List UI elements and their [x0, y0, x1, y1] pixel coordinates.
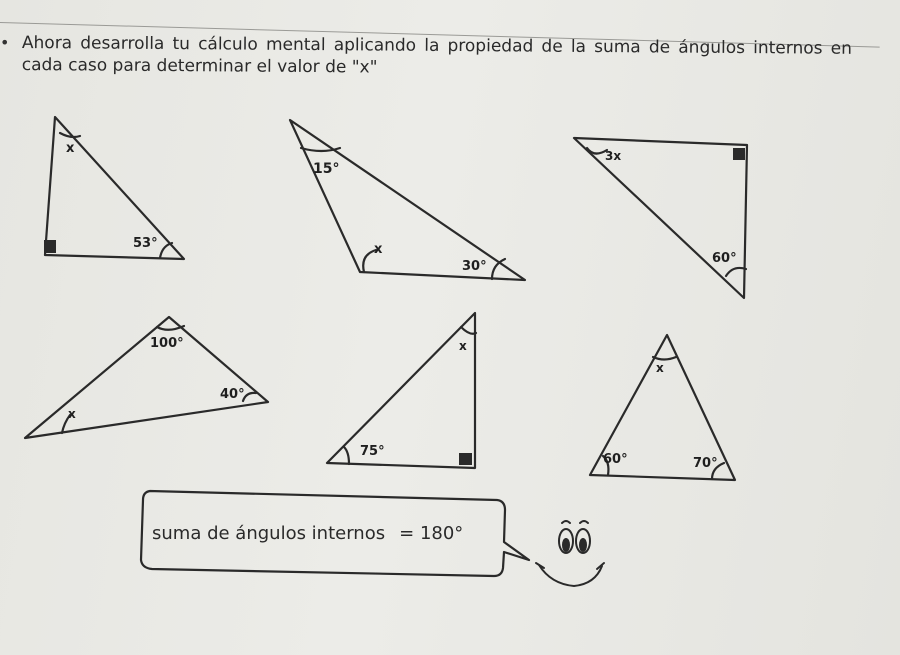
right-angle-marker-icon: [44, 240, 56, 253]
triangle-3-label-b: 60°: [712, 251, 737, 266]
triangle-1-label-b: 53°: [133, 236, 158, 251]
smiley-face-icon: [536, 521, 604, 586]
triangle-2-label-c: 30°: [462, 259, 487, 274]
triangle-5-label-a: x: [459, 339, 467, 353]
triangle-3-label-a: 3x: [605, 149, 622, 163]
triangle-1-label-a: x: [66, 141, 75, 156]
triangle-4-label-c: x: [68, 407, 76, 421]
triangle-2-label-b: x: [374, 242, 383, 257]
angle-arc: [344, 447, 349, 464]
triangle-3: [574, 138, 747, 298]
bubble-text: [152, 523, 463, 544]
triangle-4: [25, 317, 268, 438]
triangle-4-label-b: 40°: [220, 387, 245, 402]
triangle-6-label-b: 60°: [603, 452, 628, 467]
angle-arc: [492, 259, 505, 279]
triangle-5: [327, 313, 476, 468]
sum-label: suma de ángulos internos: [152, 523, 386, 544]
triangle-4-label-a: 100°: [150, 336, 184, 351]
triangle-5-label-b: 75°: [360, 444, 385, 459]
triangle-6-label-c: 70°: [693, 456, 718, 471]
sum-value: 180°: [419, 523, 464, 544]
bullet-point: •: [0, 33, 10, 52]
angle-arc: [653, 357, 676, 360]
right-angle-marker-icon: [733, 148, 745, 160]
right-angle-marker-icon: [459, 453, 472, 465]
triangle-2-label-a: 15°: [313, 161, 340, 177]
angle-arc: [243, 393, 256, 401]
angle-arc: [461, 327, 476, 334]
triangle-6-label-a: x: [656, 361, 664, 375]
angle-arc: [301, 148, 340, 151]
triangle-2: [290, 120, 525, 280]
instructions-text: Ahora desarrolla tu cálculo mental aplicando la propiedad de la suma de ángulos internos en cada caso para determinar el valor de "x": [21, 32, 852, 78]
equals-sign: =: [399, 523, 415, 544]
angle-arc: [726, 268, 746, 276]
angle-arc: [157, 326, 184, 330]
triangle-1: [45, 117, 184, 259]
